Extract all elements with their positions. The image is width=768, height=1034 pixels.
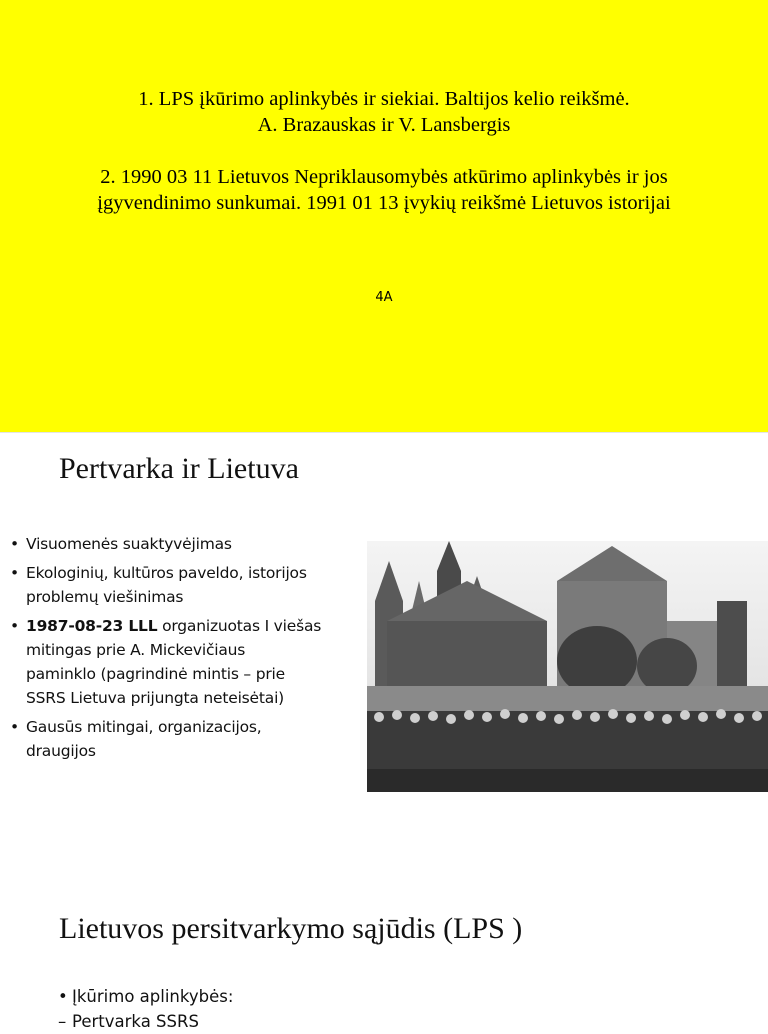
bullet-text: paminklo (pagrindinė mintis – prie — [26, 665, 285, 683]
date-highlight: 1987-08-23 LLL — [26, 617, 158, 635]
bullet-text: Ekologinių, kultūros paveldo, istorijos — [26, 564, 307, 582]
bullet-item — [10, 561, 370, 609]
slide-3-bullets — [58, 984, 233, 1034]
topic-1-line-1: 1. LPS įkūrimo aplinkybės ir siekiai. Baltijos kelio reikšmė. — [138, 88, 630, 110]
bullet-text: mitingas prie A. Mickevičiaus — [26, 641, 246, 659]
slide-2-bullets — [10, 532, 370, 768]
bullet-marker: • — [58, 987, 68, 1006]
topic-1 — [0, 86, 768, 138]
rally-photo — [367, 541, 768, 792]
topic-2-line-2: įgyvendinimo sunkumai. 1991 01 13 įvykių reikšmė Lietuvos istorijai — [97, 192, 671, 214]
bullet-item — [10, 715, 370, 763]
bullet-item — [10, 532, 370, 556]
group-label: 4A — [375, 290, 393, 305]
bullet-text: Visuomenės suaktyvėjimas — [26, 535, 232, 553]
topic-2 — [0, 164, 768, 216]
bullet-text — [26, 614, 370, 638]
bullet-text: Gausūs mitingai, organizacijos, — [26, 718, 262, 736]
bullet-marker: • — [10, 718, 19, 736]
bullet-text: SSRS Lietuva prijungta neteisėtai) — [26, 689, 285, 707]
bullet-marker: • — [10, 564, 19, 582]
slide-1 — [0, 0, 768, 432]
bullet-text: problemų viešinimas — [26, 588, 184, 606]
bullet-text-rest: organizuotas I viešas — [157, 617, 322, 635]
slide-2-title: Pertvarka ir Lietuva — [59, 452, 299, 485]
bullet-marker: – — [58, 1012, 67, 1031]
bullet-marker: • — [10, 535, 19, 553]
bullet-text: draugijos — [26, 742, 96, 760]
slide-3-title: Lietuvos persitvarkymo sąjūdis (LPS ) — [59, 912, 523, 945]
rally-photo-illustration — [367, 541, 768, 792]
bullet-text: Pertvarka SSRS — [72, 1012, 199, 1031]
topic-1-line-2: A. Brazauskas ir V. Lansbergis — [257, 114, 511, 136]
topic-2-line-1: 2. 1990 03 11 Lietuvos Nepriklausomybės atkūrimo aplinkybės ir jos — [100, 166, 668, 188]
bullet-item — [10, 614, 370, 710]
bullet-item — [58, 984, 233, 1009]
bullet-item — [58, 1009, 233, 1034]
slide-divider — [0, 432, 768, 433]
bullet-text: Įkūrimo aplinkybės: — [72, 987, 234, 1006]
bullet-marker: • — [10, 617, 19, 635]
